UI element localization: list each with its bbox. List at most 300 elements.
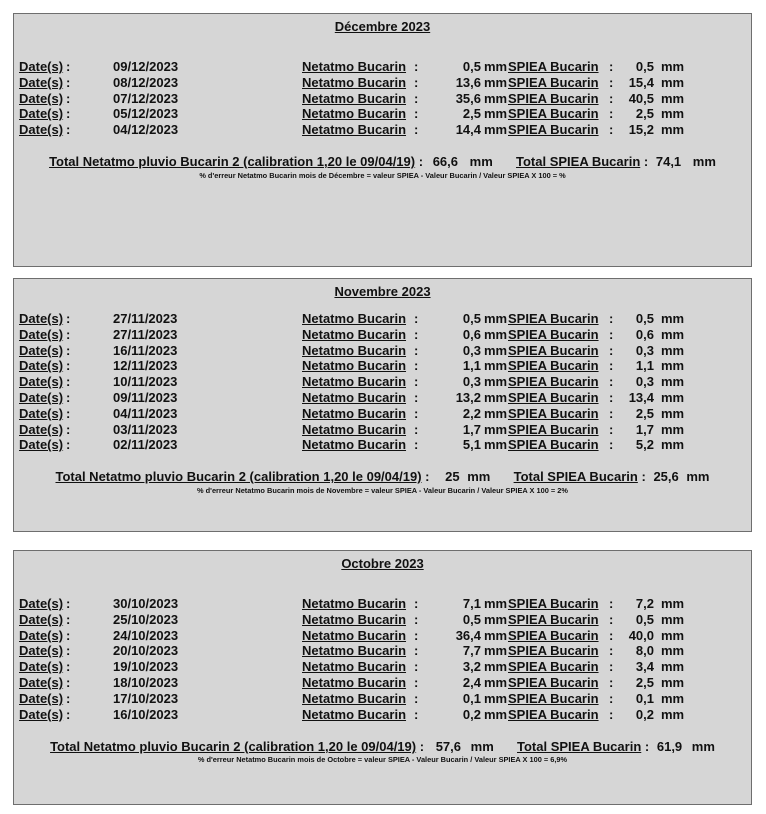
date-value: 07/12/2023 [113,90,179,106]
spiea-value: 2,5 [635,674,654,690]
table-row [14,628,751,644]
date-colon: : [66,106,71,122]
netatmo-value: 0,3 [462,374,481,390]
spiea-unit: mm [661,106,685,122]
date-label: Date(s) [19,659,64,675]
netatmo-value: 36,4 [455,627,481,643]
netatmo-colon: : [414,627,419,643]
netatmo-colon: : [414,59,419,74]
spiea-label: SPIEA Bucarin [508,326,599,342]
total-spiea-value: 74,1 [655,154,682,169]
netatmo-label: Netatmo Bucarin [302,90,407,106]
spiea-value: 0,5 [635,311,654,326]
spiea-value: 40,0 [628,627,654,643]
netatmo-unit: mm [484,627,508,643]
netatmo-value: 3,2 [462,659,481,675]
date-value: 02/11/2023 [113,437,178,453]
spiea-value: 15,4 [628,74,654,90]
spiea-label: SPIEA Bucarin [508,342,599,358]
spiea-value: 15,2 [628,122,654,138]
netatmo-colon: : [414,659,419,675]
total-colon: : [418,154,424,169]
netatmo-colon: : [414,596,419,611]
table-row [14,75,751,91]
date-value: 20/10/2023 [113,643,179,659]
netatmo-unit: mm [484,74,508,90]
netatmo-unit: mm [484,643,508,659]
netatmo-unit: mm [484,421,508,437]
total-netatmo-unit: mm [467,469,491,484]
rows-october [14,596,751,722]
spiea-label: SPIEA Bucarin [508,358,599,374]
netatmo-unit: mm [484,596,508,611]
table-row [14,406,751,422]
spiea-unit: mm [661,611,685,627]
spiea-colon: : [609,59,614,74]
date-label: Date(s) [19,405,64,421]
total-netatmo-value: 66,6 [432,154,459,169]
table-row [14,343,751,359]
date-label: Date(s) [19,358,64,374]
spiea-colon: : [609,596,614,611]
date-colon: : [66,643,71,659]
total-colon: : [643,154,649,169]
date-colon: : [66,437,71,453]
spiea-colon: : [609,342,614,358]
error-note: % d'erreur Netatmo Bucarin mois de Octobre = valeur SPIEA - Valeur Bucarin / Valeur SPIEA X 100 = 6,9% [197,755,568,764]
total-spiea-value: 25,6 [653,469,679,484]
spiea-unit: mm [661,706,685,722]
netatmo-unit: mm [484,690,508,706]
netatmo-colon: : [414,611,419,627]
total-colon: : [425,469,430,484]
table-row [14,106,751,122]
date-colon: : [66,421,71,437]
total-spiea-unit: mm [686,469,710,484]
total-netatmo-value: 57,6 [435,739,462,754]
spiea-unit: mm [661,326,685,342]
total-line [14,739,751,754]
spiea-colon: : [609,659,614,675]
table-row [14,643,751,659]
netatmo-value: 7,1 [462,596,481,611]
netatmo-value: 0,3 [462,342,481,358]
netatmo-label: Netatmo Bucarin [302,389,407,405]
spiea-label: SPIEA Bucarin [508,674,599,690]
netatmo-unit: mm [484,311,508,326]
rows-december [14,59,751,138]
spiea-unit: mm [661,90,685,106]
total-spiea-label: Total SPIEA Bucarin [513,469,638,484]
netatmo-colon: : [414,326,419,342]
error-note: % d'erreur Netatmo Bucarin mois de Novembre = valeur SPIEA - Valeur Bucarin / Valeur SPIEA X 100 = 2% [197,486,568,495]
netatmo-unit: mm [484,326,508,342]
date-colon: : [66,596,71,611]
spiea-value: 13,4 [628,389,654,405]
spiea-colon: : [609,389,614,405]
table-row [14,612,751,628]
spiea-label: SPIEA Bucarin [508,389,599,405]
spiea-unit: mm [661,690,685,706]
spiea-unit: mm [661,122,685,138]
netatmo-value: 14,4 [455,122,481,138]
spiea-label: SPIEA Bucarin [508,627,599,643]
total-netatmo-value: 25 [445,469,460,484]
netatmo-label: Netatmo Bucarin [302,643,407,659]
spiea-colon: : [609,405,614,421]
date-label: Date(s) [19,437,64,453]
table-row [14,437,751,453]
date-colon: : [66,311,71,326]
netatmo-colon: : [414,342,419,358]
total-line [14,469,751,484]
panel-title: Octobre 2023 [341,556,424,571]
spiea-colon: : [609,437,614,453]
table-row [14,659,751,675]
netatmo-colon: : [414,405,419,421]
spiea-unit: mm [661,374,685,390]
table-row [14,358,751,374]
netatmo-label: Netatmo Bucarin [302,690,407,706]
netatmo-colon: : [414,358,419,374]
total-colon: : [419,739,425,754]
date-label: Date(s) [19,643,64,659]
date-label: Date(s) [19,311,64,326]
netatmo-value: 0,5 [462,59,481,74]
panel-november [13,278,752,532]
netatmo-unit: mm [484,389,508,405]
panel-title: Novembre 2023 [334,284,431,299]
date-label: Date(s) [19,122,64,138]
spiea-unit: mm [661,421,685,437]
date-value: 10/11/2023 [113,374,178,390]
spiea-colon: : [609,358,614,374]
spiea-colon: : [609,611,614,627]
spiea-colon: : [609,326,614,342]
date-value: 30/10/2023 [113,596,179,611]
spiea-unit: mm [661,311,685,326]
netatmo-label: Netatmo Bucarin [302,374,407,390]
netatmo-unit: mm [484,358,508,374]
netatmo-colon: : [414,643,419,659]
table-row [14,691,751,707]
date-colon: : [66,59,71,74]
spiea-colon: : [609,421,614,437]
netatmo-label: Netatmo Bucarin [302,74,407,90]
date-label: Date(s) [19,690,64,706]
netatmo-unit: mm [484,437,508,453]
spiea-label: SPIEA Bucarin [508,596,599,611]
date-label: Date(s) [19,611,64,627]
table-row [14,327,751,343]
netatmo-colon: : [414,421,419,437]
date-colon: : [66,342,71,358]
netatmo-value: 5,1 [462,437,481,453]
date-colon: : [66,690,71,706]
date-colon: : [66,659,71,675]
spiea-label: SPIEA Bucarin [508,643,599,659]
netatmo-colon: : [414,674,419,690]
spiea-unit: mm [661,627,685,643]
netatmo-colon: : [414,389,419,405]
date-colon: : [66,374,71,390]
date-value: 04/11/2023 [113,405,178,421]
spiea-unit: mm [661,74,685,90]
error-note: % d'erreur Netatmo Bucarin mois de Décembre = valeur SPIEA - Valeur Bucarin / Valeur SPIEA X 100 = % [199,171,566,180]
netatmo-colon: : [414,690,419,706]
netatmo-label: Netatmo Bucarin [302,106,407,122]
netatmo-colon: : [414,122,419,138]
table-row [14,707,751,723]
total-line [14,154,751,169]
spiea-value: 0,1 [635,690,654,706]
date-value: 03/11/2023 [113,421,178,437]
netatmo-colon: : [414,311,419,326]
spiea-label: SPIEA Bucarin [508,122,599,138]
table-row [14,91,751,107]
netatmo-value: 0,5 [462,311,481,326]
spiea-value: 0,3 [635,342,654,358]
date-colon: : [66,90,71,106]
spiea-colon: : [609,627,614,643]
spiea-label: SPIEA Bucarin [508,374,599,390]
netatmo-label: Netatmo Bucarin [302,342,407,358]
netatmo-colon: : [414,706,419,722]
table-row [14,311,751,327]
spiea-label: SPIEA Bucarin [508,311,599,326]
netatmo-value: 35,6 [455,90,481,106]
date-value: 25/10/2023 [113,611,179,627]
spiea-label: SPIEA Bucarin [508,659,599,675]
total-netatmo-unit: mm [469,154,493,169]
date-colon: : [66,326,71,342]
panel-december [13,13,752,267]
spiea-unit: mm [661,59,685,74]
total-spiea-label: Total SPIEA Bucarin [517,739,642,754]
netatmo-colon: : [414,437,419,453]
spiea-value: 7,2 [635,596,654,611]
netatmo-colon: : [414,106,419,122]
netatmo-unit: mm [484,611,508,627]
spiea-unit: mm [661,342,685,358]
total-spiea-unit: mm [692,154,716,169]
table-row [14,422,751,438]
netatmo-value: 0,5 [462,611,481,627]
netatmo-label: Netatmo Bucarin [302,627,407,643]
spiea-value: 0,3 [635,374,654,390]
date-colon: : [66,122,71,138]
date-value: 12/11/2023 [113,358,178,374]
netatmo-value: 13,2 [455,389,481,405]
spiea-value: 1,1 [635,358,654,374]
spiea-value: 8,0 [635,643,654,659]
spiea-label: SPIEA Bucarin [508,106,599,122]
spiea-label: SPIEA Bucarin [508,59,599,74]
spiea-unit: mm [661,596,685,611]
total-netatmo-unit: mm [470,739,494,754]
netatmo-unit: mm [484,674,508,690]
date-label: Date(s) [19,596,64,611]
netatmo-label: Netatmo Bucarin [302,706,407,722]
date-colon: : [66,706,71,722]
netatmo-unit: mm [484,59,508,74]
date-colon: : [66,358,71,374]
date-label: Date(s) [19,374,64,390]
netatmo-label: Netatmo Bucarin [302,59,407,74]
spiea-colon: : [609,374,614,390]
total-colon: : [641,469,646,484]
spiea-value: 0,5 [635,59,654,74]
date-label: Date(s) [19,627,64,643]
spiea-label: SPIEA Bucarin [508,90,599,106]
netatmo-colon: : [414,374,419,390]
netatmo-label: Netatmo Bucarin [302,358,407,374]
table-row [14,374,751,390]
date-colon: : [66,74,71,90]
date-value: 27/11/2023 [113,326,178,342]
date-label: Date(s) [19,59,64,74]
date-label: Date(s) [19,74,64,90]
netatmo-label: Netatmo Bucarin [302,311,407,326]
spiea-value: 2,5 [635,405,654,421]
date-label: Date(s) [19,421,64,437]
panel-october [13,550,752,805]
spiea-unit: mm [661,389,685,405]
spiea-unit: mm [661,405,685,421]
netatmo-unit: mm [484,342,508,358]
date-label: Date(s) [19,106,64,122]
total-spiea-value: 61,9 [656,739,683,754]
date-label: Date(s) [19,90,64,106]
total-spiea-unit: mm [691,739,715,754]
netatmo-unit: mm [484,122,508,138]
date-colon: : [66,389,71,405]
spiea-label: SPIEA Bucarin [508,74,599,90]
total-spiea-label: Total SPIEA Bucarin [516,154,641,169]
date-value: 24/10/2023 [113,627,179,643]
date-value: 19/10/2023 [113,659,179,675]
spiea-value: 2,5 [635,106,654,122]
panel-title: Décembre 2023 [334,19,431,34]
netatmo-value: 0,6 [462,326,481,342]
total-netatmo-label: Total Netatmo pluvio Bucarin 2 (calibration 1,20 le 09/04/19) [49,154,416,169]
spiea-value: 1,7 [635,421,654,437]
table-row [14,59,751,75]
spiea-unit: mm [661,674,685,690]
netatmo-label: Netatmo Bucarin [302,326,407,342]
spiea-label: SPIEA Bucarin [508,611,599,627]
total-colon: : [644,739,650,754]
date-colon: : [66,611,71,627]
date-value: 16/10/2023 [113,706,179,722]
date-label: Date(s) [19,706,64,722]
netatmo-unit: mm [484,405,508,421]
spiea-label: SPIEA Bucarin [508,690,599,706]
date-value: 18/10/2023 [113,674,179,690]
netatmo-unit: mm [484,90,508,106]
date-label: Date(s) [19,342,64,358]
netatmo-label: Netatmo Bucarin [302,122,407,138]
netatmo-value: 13,6 [455,74,481,90]
spiea-colon: : [609,90,614,106]
netatmo-label: Netatmo Bucarin [302,437,407,453]
date-value: 09/12/2023 [113,59,179,74]
netatmo-colon: : [414,90,419,106]
spiea-label: SPIEA Bucarin [508,405,599,421]
date-value: 17/10/2023 [113,690,179,706]
date-colon: : [66,674,71,690]
date-label: Date(s) [19,674,64,690]
spiea-value: 3,4 [635,659,654,675]
spiea-value: 0,6 [635,326,654,342]
netatmo-unit: mm [484,106,508,122]
table-row [14,675,751,691]
netatmo-label: Netatmo Bucarin [302,421,407,437]
spiea-colon: : [609,690,614,706]
date-colon: : [66,405,71,421]
spiea-value: 40,5 [628,90,654,106]
spiea-label: SPIEA Bucarin [508,706,599,722]
date-colon: : [66,627,71,643]
spiea-colon: : [609,311,614,326]
spiea-unit: mm [661,643,685,659]
spiea-label: SPIEA Bucarin [508,437,599,453]
date-value: 05/12/2023 [113,106,179,122]
spiea-unit: mm [661,659,685,675]
spiea-colon: : [609,706,614,722]
netatmo-colon: : [414,74,419,90]
total-netatmo-label: Total Netatmo pluvio Bucarin 2 (calibration 1,20 le 09/04/19) [55,469,422,484]
date-value: 08/12/2023 [113,74,179,90]
table-row [14,122,751,138]
netatmo-value: 7,7 [462,643,481,659]
table-row [14,596,751,612]
netatmo-value: 0,1 [462,690,481,706]
spiea-value: 5,2 [635,437,654,453]
netatmo-value: 2,4 [462,674,481,690]
spiea-colon: : [609,643,614,659]
netatmo-unit: mm [484,659,508,675]
netatmo-value: 1,1 [462,358,481,374]
netatmo-value: 1,7 [462,421,481,437]
netatmo-value: 0,2 [462,706,481,722]
spiea-colon: : [609,122,614,138]
date-value: 04/12/2023 [113,122,179,138]
netatmo-value: 2,2 [462,405,481,421]
spiea-value: 0,5 [635,611,654,627]
spiea-colon: : [609,74,614,90]
netatmo-label: Netatmo Bucarin [302,659,407,675]
date-value: 09/11/2023 [113,389,178,405]
netatmo-label: Netatmo Bucarin [302,611,407,627]
spiea-value: 0,2 [635,706,654,722]
spiea-unit: mm [661,358,685,374]
netatmo-value: 2,5 [462,106,481,122]
spiea-colon: : [609,106,614,122]
netatmo-unit: mm [484,374,508,390]
netatmo-label: Netatmo Bucarin [302,674,407,690]
date-label: Date(s) [19,326,64,342]
total-netatmo-label: Total Netatmo pluvio Bucarin 2 (calibration 1,20 le 09/04/19) [50,739,417,754]
date-label: Date(s) [19,389,64,405]
netatmo-label: Netatmo Bucarin [302,596,407,611]
spiea-unit: mm [661,437,685,453]
date-value: 27/11/2023 [113,311,178,326]
date-value: 16/11/2023 [113,342,178,358]
table-row [14,390,751,406]
netatmo-label: Netatmo Bucarin [302,405,407,421]
rows-november [14,311,751,453]
